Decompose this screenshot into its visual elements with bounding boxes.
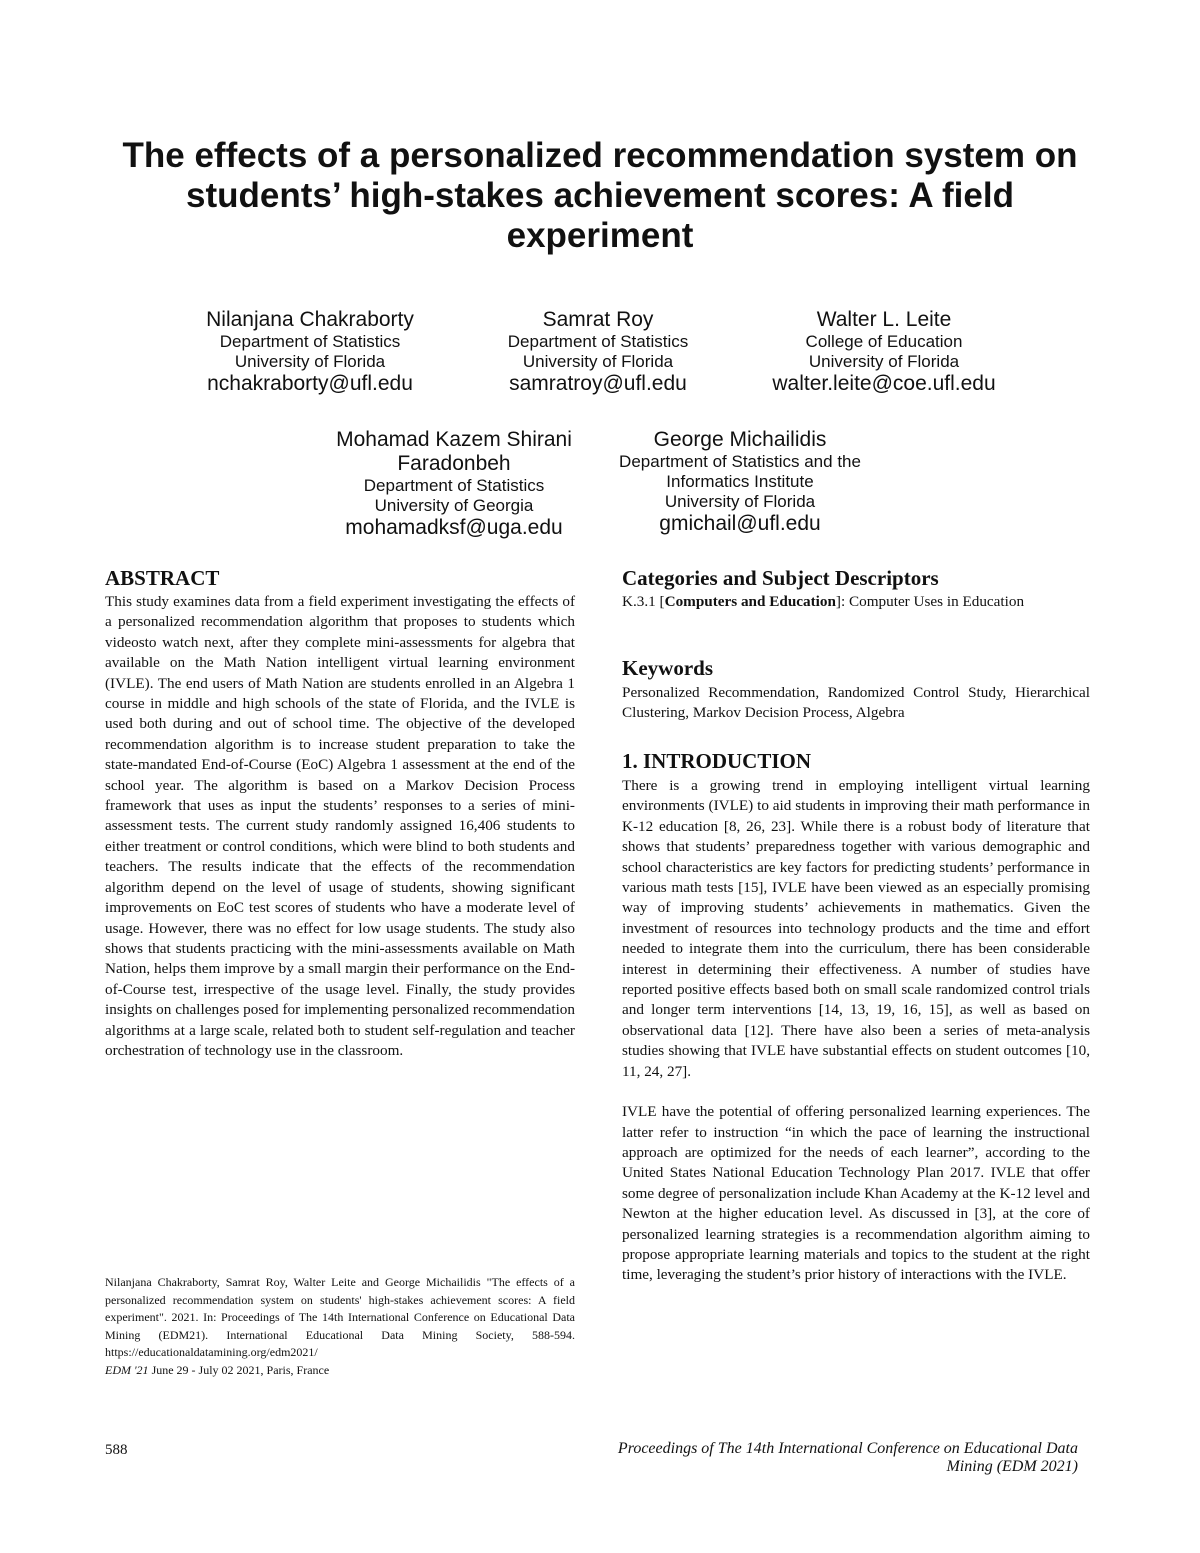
author-email: mohamadksf@uga.edu <box>345 516 563 539</box>
author-email: samratroy@ufl.edu <box>509 372 687 395</box>
category-code: K.3.1 [ <box>622 593 665 610</box>
author-institution: University of Florida <box>808 352 960 371</box>
author-name: Samrat Roy <box>542 308 654 331</box>
author-dept: Department of Statistics and the Informatics Institute <box>619 452 861 491</box>
author-block-3 <box>746 308 1022 396</box>
category-rest: ]: Computer Uses in Education <box>835 593 1025 610</box>
author-email: walter.leite@coe.ufl.edu <box>772 372 996 395</box>
introduction-heading: 1. INTRODUCTION <box>622 749 812 773</box>
footnote-citation: Nilanjana Chakraborty, Samrat Roy, Walter Leite and George Michailidis "The effects of a personalized recommendation system on students' high-stakes achievement scores: A field experiment". 2021. In: Proceedings of The 14th International Conference on Educational Data Mining (EDM21). International Educational Data Mining Society, 588-594. https://educationaldatamining.org/edm2021/ <box>105 1275 575 1360</box>
author-institution: University of Georgia <box>374 496 534 515</box>
paper-title: The effects of a personalized recommendation system on students’ high-stakes achievement scores: A field experiment <box>122 136 1078 255</box>
running-footer: Proceedings of The 14th International Conference on Educational Data Mining (EDM 2021) <box>617 1440 1078 1475</box>
author-email: gmichail@ufl.edu <box>659 512 821 535</box>
author-name: George Michailidis <box>653 428 827 451</box>
categories-heading: Categories and Subject Descriptors <box>622 566 939 590</box>
author-institution: University of Florida <box>664 492 816 511</box>
author-institution: University of Florida <box>234 352 386 371</box>
author-dept: Department of Statistics <box>363 476 545 495</box>
author-email: nchakraborty@ufl.edu <box>207 372 413 395</box>
author-block-1 <box>170 308 450 396</box>
author-name: Walter L. Leite <box>816 308 952 331</box>
abstract-heading: ABSTRACT <box>105 566 220 590</box>
author-block-5 <box>606 428 874 536</box>
introduction-paragraph-2: IVLE have the potential of offering personalized learning experiences. The latter refer to instruction “in which the pace of learning the instructional approach are optimized for the needs of each learner”, according to the United States National Education Technology Plan 2017. IVLE that offer some degree of personalization include Khan Academy at the K-12 level and Newton at the higher education level. As discussed in [3], at the core of personalized learning strategies is a recommendation algorithm aiming to propose appropriate learning materials and topics to the student at the right time, leveraging the student’s prior history of interactions with the IVLE. <box>622 1103 1090 1284</box>
category-name: Computers and Education <box>664 593 836 610</box>
footnote-venue-details: June 29 - July 02 2021, Paris, France <box>148 1362 330 1377</box>
page-number: 588 <box>105 1442 128 1458</box>
introduction-paragraph-1: There is a growing trend in employing intelligent virtual learning environments (IVLE) to aid students in improving their math performance in K-12 education [8, 26, 23]. While there is a robust body of literature that shows that students’ preparedness together with various demographic and school characteristics are key factors for predicting students’ performance in various math tests [15], IVLE have been viewed as an especially promising way of improving students’ achievements in mathematics. Given the investment of resources into technology products and the time and effort needed to integrate them into the curriculum, there has been considerable interest in determining their effectiveness. A number of studies have reported positive effects based both on small scale randomized control trials and longer term interventions [14, 13, 19, 16, 15], as well as based on observational data [12]. There have also been a series of meta-analysis studies showing that IVLE have substantial effects on student outcomes [10, 11, 24, 27]. <box>622 777 1090 1080</box>
author-name: Mohamad Kazem Shirani Faradonbeh <box>336 428 572 475</box>
author-dept: Department of Statistics <box>507 332 689 351</box>
copyright-footnote <box>105 1274 575 1380</box>
categories-text <box>622 592 1090 612</box>
author-institution: University of Florida <box>522 352 674 371</box>
author-dept: College of Education <box>805 332 963 351</box>
author-name: Nilanjana Chakraborty <box>206 308 414 331</box>
author-block-2 <box>460 308 736 396</box>
author-block-4 <box>316 428 592 540</box>
keywords-heading: Keywords <box>622 656 713 680</box>
footnote-venue: EDM '21 <box>105 1362 149 1377</box>
abstract-text: This study examines data from a field experiment investigating the effects of a personalized recommendation algorithm that proposes to students which videosto watch next, after they complete mini-assessments for algebra that available on the Math Nation intelligent virtual learning environment (IVLE). The end users of Math Nation are students enrolled in an Algebra 1 course in middle and high schools of the state of Florida, and the IVLE is used both during and out of school time. The objective of the developed recommendation algorithm is to increase student preparation to take the state-mandated End-of-Course (EoC) Algebra 1 assessment at the end of the school year. The algorithm is based on a Markov Decision Process framework that uses as input the students’ responses to a series of mini-assessment tests. The current study randomly assigned 16,406 students to either treatment or control conditions, which were blind to both students and teachers. The results indicate that the effects of the recommendation algorithm depend on the level of usage of students, showing significant improvements on EoC test scores of students who have a moderate level of usage. However, there was no effect for low usage students. The study also shows that students practicing with the mini-assessments available on Math Nation, helps them improve by a small margin their performance on the End-of-Course test, irrespective of the usage level. Finally, the study provides insights on challenges posed for implementing personalized recommendation algorithms at a large scale, related both to student self-regulation and teacher orchestration of technology use in the classroom. <box>105 593 575 1059</box>
introduction-body <box>622 776 1090 1286</box>
keywords-text: Personalized Recommendation, Randomized Control Study, Hierarchical Clustering, Markov Decision Process, Algebra <box>622 684 1090 722</box>
author-dept: Department of Statistics <box>219 332 401 351</box>
